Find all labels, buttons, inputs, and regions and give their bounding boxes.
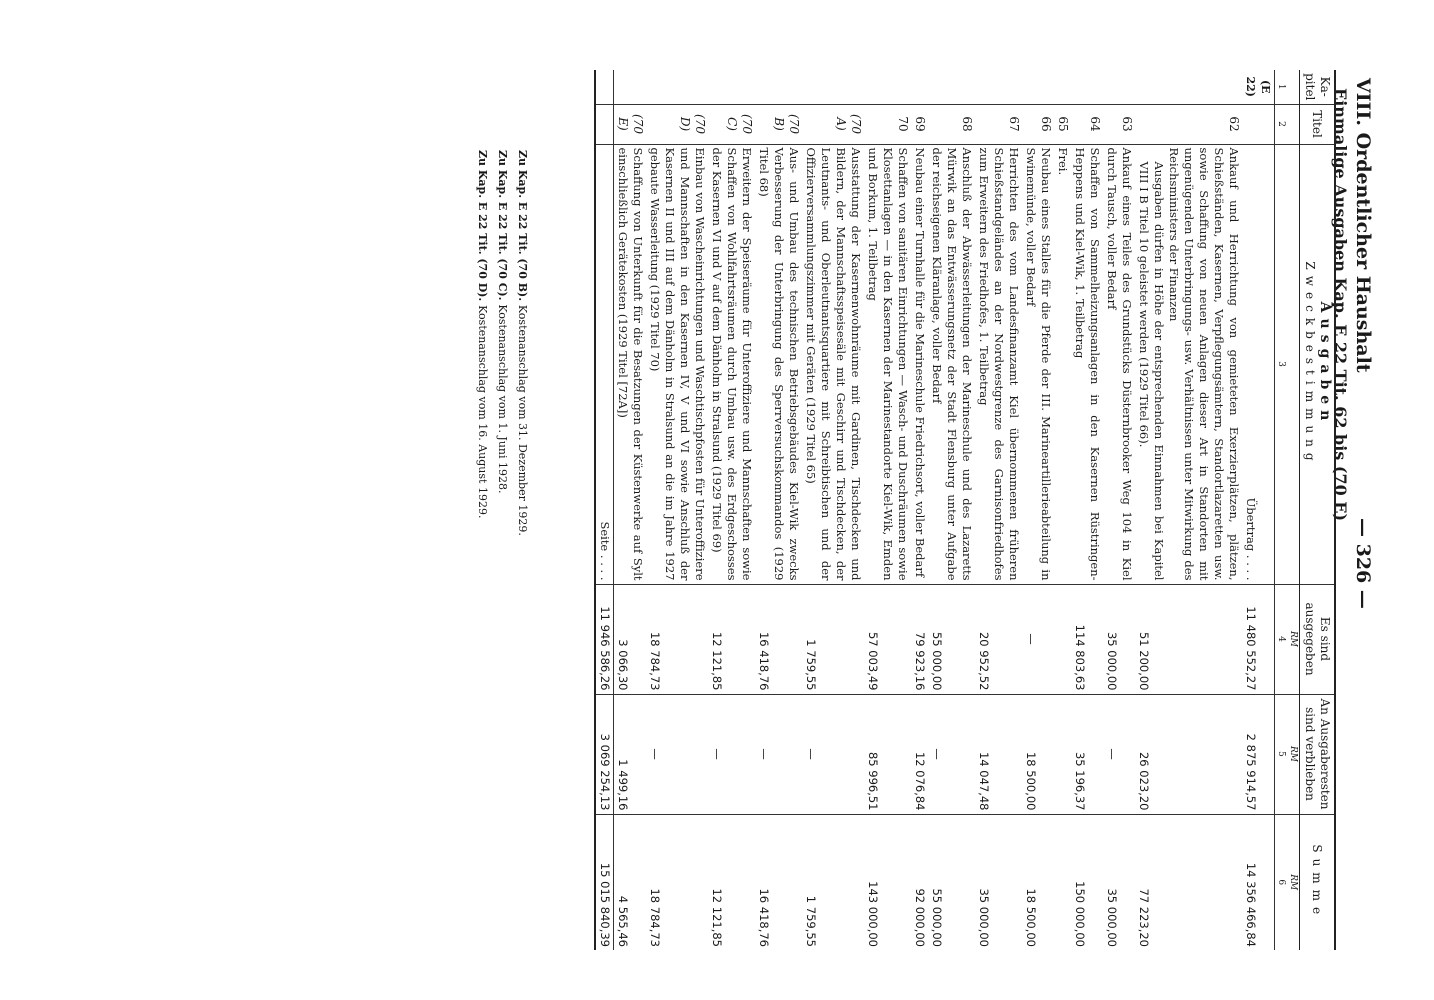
table-row: [755, 70, 802, 950]
kapitel-label: (E 22): [1244, 76, 1272, 97]
summe-cell: [1054, 814, 1071, 950]
zweck-text: Erweitern der Speiseräume für Unteroffiziere und Mannschaften sowie Schaffen von Wohlfahrtsräumen durch Umbau usw. des Erdgeschosses der Kasernen VI und V auf dem Dänholm in Stralsund (1929 Titel 69): [710, 147, 754, 581]
col-titel: Titel: [1300, 104, 1336, 144]
zweck-cell: [708, 144, 755, 584]
kapitel-cell: [1103, 70, 1135, 104]
zweck-text: Ankauf und Herrichtung von gemieteten Exerzierplätzen, plätzen, Schießständen, Kasernen, Verpflegungsämtern, Standortlazaretten usw. sowie Schaffung von neuen Anlagen dieser Art in Standorten mit ungenügenden Unterbringungs- usw. Verhältnissen unter Mitwirkung des Reichsministers der Finanzen: [1167, 147, 1241, 581]
titel-cell: 66: [1022, 104, 1054, 144]
footnote: [496, 150, 509, 850]
zweck-text: Schaffen von sanitären Einrichtungen — Wasch- und Duschräumen sowie Klosettanlagen — in den Kasernen der Marinestandorte Kiel-Wik, Emden und Borkum, 1. Teilbetrag: [866, 147, 910, 581]
summe-cell: 1 759,55: [802, 814, 864, 950]
footnote: [476, 150, 489, 850]
col-summe: Summe: [1300, 814, 1336, 950]
col-zweck: Ausgaben Zweckbestimmung: [1300, 144, 1336, 584]
footnote-ref: Zu Kap. E 22 Tit. (70 B).: [516, 150, 529, 302]
verblieben-cell: —: [708, 694, 755, 814]
kapitel-cell: [1071, 70, 1103, 104]
summe-cell: 143 000,00: [864, 814, 911, 950]
table-row: [1071, 70, 1103, 950]
table-row: [928, 70, 975, 950]
kapitel-cell: [708, 70, 755, 104]
zweck-cell: [802, 144, 864, 584]
footnote: [516, 150, 529, 850]
table-row: [1022, 70, 1054, 950]
kapitel-cell: [1135, 70, 1242, 104]
kapitel-cell: [928, 70, 975, 104]
ausgegeben-cell: 1 759,55: [802, 584, 864, 694]
titel-cell: 68: [928, 104, 975, 144]
page-number: — 326 —: [1352, 518, 1374, 609]
table-row: [864, 70, 911, 950]
kapitel-cell: [1054, 70, 1071, 104]
titel-cell: 67: [975, 104, 1022, 144]
kapitel-cell: [911, 70, 928, 104]
verblieben-cell: 85 996,51: [864, 694, 911, 814]
col-verblieben: An Ausgaberesten sind verblieben: [1300, 694, 1336, 814]
summe-cell: 18 784,73: [646, 814, 708, 950]
footnote-text: Kostenanschlag vom 31. Dezember 1929.: [516, 304, 529, 536]
ausgegeben-cell: 57 003,49: [864, 584, 911, 694]
ausgegeben-cell: 55 000,00: [928, 584, 975, 694]
table-row: [802, 70, 864, 950]
summe-cell: 55 000,00: [928, 814, 975, 950]
ausgegeben-cell: 16 418,76: [755, 584, 802, 694]
ausgegeben-cell: 51 200,00: [1135, 584, 1242, 694]
summe-cell: 92 000,00: [911, 814, 928, 950]
zweck-cell: [928, 144, 975, 584]
titel-cell: 63: [1103, 104, 1135, 144]
zweck-note: Ausgaben dürfen in Höhe der entsprechenden Einnahmen bei Kapitel VIII I B Titel 10 geleistet werden (1929 Titel 66).: [1137, 161, 1166, 581]
table-row: [646, 70, 708, 950]
ausgegeben-cell: 18 784,73: [646, 584, 708, 694]
titel-cell: (70 E): [614, 104, 647, 144]
ausgegeben-cell: 3 066,30: [614, 584, 647, 694]
kapitel-cell: [864, 70, 911, 104]
zweck-cell: [975, 144, 1022, 584]
col-ausgegeben: Es sind ausgegeben: [1300, 584, 1336, 694]
footnote-ref: Zu Kap. E 22 Tit. (70 D).: [476, 150, 489, 302]
zweck-text: Neubau einer Turnhalle für die Marineschule Friedrichsort, voller Bedarf: [913, 147, 927, 578]
titel-cell: 64: [1071, 104, 1103, 144]
kapitel-cell: [975, 70, 1022, 104]
verblieben-cell: 14 047,48: [975, 694, 1022, 814]
zweck-text: Herrichten des vom Landesfinanzamt Kiel übernommenen früheren Schießstandgeländes an der Nordwestgrenze des Garnisonfriedhofes zum Erweitern des Friedhofes, 1. Teilbetrag: [977, 147, 1021, 581]
titel-cell: (70 A): [802, 104, 864, 144]
summe-cell: 12 121,85: [708, 814, 755, 950]
verblieben-cell: 26 023,20: [1135, 694, 1242, 814]
titel-cell: (70 D): [646, 104, 708, 144]
zweck-text: Einbau von Wascheinrichtungen und Waschtischpfosten für Unteroffiziere und Mannschaften in den Kasernen IV, V und VI sowie Anschluß der Kasernen II und III auf dem Dänholm in Stralsund an die im Jahre 1927 gebaute Wasserleitung (1929 Titel 70): [648, 147, 707, 581]
verblieben-cell: 1 499,16: [614, 694, 647, 814]
titel-cell: 70: [864, 104, 911, 144]
zweck-cell: [614, 144, 647, 584]
verblieben-cell: —: [1103, 694, 1135, 814]
table-row: [1135, 70, 1242, 950]
verblieben-cell: —: [646, 694, 708, 814]
uebertrag-row: (E 22) Übertrag . . . . 11 480 552,27 2 875 914,57 14 356 466,84: [1242, 70, 1275, 950]
ausgegeben-cell: 114 803,63: [1071, 584, 1103, 694]
ausgegeben-cell: 12 121,85: [708, 584, 755, 694]
verblieben-cell: —: [928, 694, 975, 814]
ausgegeben-cell: —: [1022, 584, 1054, 694]
verblieben-cell: —: [755, 694, 802, 814]
zweck-text: Frei.: [1056, 147, 1070, 176]
kapitel-cell: [1022, 70, 1054, 104]
col-kapitel: Ka-pitel: [1300, 70, 1336, 104]
titel-cell: (70 C): [708, 104, 755, 144]
summe-cell: 4 565,46: [614, 814, 647, 950]
summe-cell: 150 000,00: [1071, 814, 1103, 950]
summe-cell: 35 000,00: [975, 814, 1022, 950]
budget-table: [594, 70, 1336, 950]
kapitel-cell: [614, 70, 647, 104]
summe-cell: 77 223,20: [1135, 814, 1242, 950]
kapitel-cell: [802, 70, 864, 104]
zweck-cell: [755, 144, 802, 584]
zweck-text: Ankauf eines Teiles des Grundstücks Düsternbrooker Weg 104 in Kiel durch Tausch, voller Bedarf: [1105, 147, 1134, 581]
footnote-text: Kostenanschlag vom 1. Juni 1928.: [496, 304, 509, 494]
page-header: [1352, 78, 1374, 958]
titel-cell: 62: [1135, 104, 1242, 144]
column-number-row: 1 2 3 RM 4 RM 5 RM 6: [1275, 70, 1300, 950]
zweck-text: Ausstattung der Kasernenwohnräume mit Gardinen, Tischdecken und Bildern, der Mannschaftsspeisesäle mit Geschirr und Tischdecken, der Leutnants- und Oberleutnantsquartiere mit Schreibtischen und der Offizierversammlungszimmer mit Geräten (1929 Titel 65): [804, 147, 863, 581]
ausgegeben-cell: [1054, 584, 1071, 694]
section-title: VIII. Ordentlicher Haushalt: [1352, 78, 1374, 373]
table-row: [911, 70, 928, 950]
titel-cell: (70 B): [755, 104, 802, 144]
table-row: [1103, 70, 1135, 950]
verblieben-cell: 35 196,37: [1071, 694, 1103, 814]
zweck-text: Schaffung von Unterkunft für die Besatzungen der Küstenwerke auf Sylt einschließlich Gerätekosten (1929 Titel [72A]): [616, 147, 645, 581]
kapitel-cell: [646, 70, 708, 104]
zweck-cell: [1103, 144, 1135, 584]
zweck-cell: [1135, 144, 1242, 584]
verblieben-cell: [1054, 694, 1071, 814]
zweck-cell: [911, 144, 928, 584]
ausgegeben-cell: 35 000,00: [1103, 584, 1135, 694]
zweck-cell: [1054, 144, 1071, 584]
zweck-text: Neubau eines Stalles für die Pferde der III. Marineartillerieabteilung in Swinemünde, voller Bedarf: [1024, 147, 1053, 581]
page-subtitle: Einmalige Ausgaben Kap. E 22 Tit. 62 bis (70 E): [1331, 88, 1350, 522]
zweck-text: Schaffen von Sammelheizungsanlagen in den Kasernen Rüstringen-Heppens und Kiel-Wik, 1. Teilbetrag: [1073, 147, 1102, 581]
table-row: [975, 70, 1022, 950]
zweck-cell: [1022, 144, 1054, 584]
zweck-cell: [646, 144, 708, 584]
titel-cell: 69: [911, 104, 928, 144]
kapitel-cell: [755, 70, 802, 104]
ausgegeben-cell: 20 952,52: [975, 584, 1022, 694]
summe-cell: 16 418,76: [755, 814, 802, 950]
footnote-text: Kostenanschlag vom 16. August 1929.: [476, 305, 489, 519]
verblieben-cell: —: [802, 694, 864, 814]
total-row: Seite . . . . 11 946 586,26 3 069 254,13 15 015 840,39: [595, 70, 614, 950]
zweck-cell: [1071, 144, 1103, 584]
ausgegeben-cell: 79 923,16: [911, 584, 928, 694]
table-row: [708, 70, 755, 950]
zweck-cell: [864, 144, 911, 584]
verblieben-cell: 12 076,84: [911, 694, 928, 814]
table-row: [614, 70, 647, 950]
table-row: [1054, 70, 1071, 950]
summe-cell: 35 000,00: [1103, 814, 1135, 950]
summe-cell: 18 500,00: [1022, 814, 1054, 950]
zweck-text: Anschluß der Abwässerleitungen der Marineschule und des Lazaretts Mürwik an das Entwässerungsnetz der Stadt Flensburg unter Aufgabe der reichseigenen Kläranlage, voller Bedarf: [930, 147, 974, 581]
zweck-text: Aus- und Umbau des technischen Betriebsgebäudes Kiel-Wik zwecks Verbesserung der Unterbringung des Sperrversuchskommandos (1929 Titel 68): [757, 147, 801, 581]
verblieben-cell: 18 500,00: [1022, 694, 1054, 814]
titel-cell: 65: [1054, 104, 1071, 144]
table-header-row: [1300, 70, 1336, 950]
footnote-ref: Zu Kap. E 22 Tit. (70 C).: [496, 150, 509, 301]
